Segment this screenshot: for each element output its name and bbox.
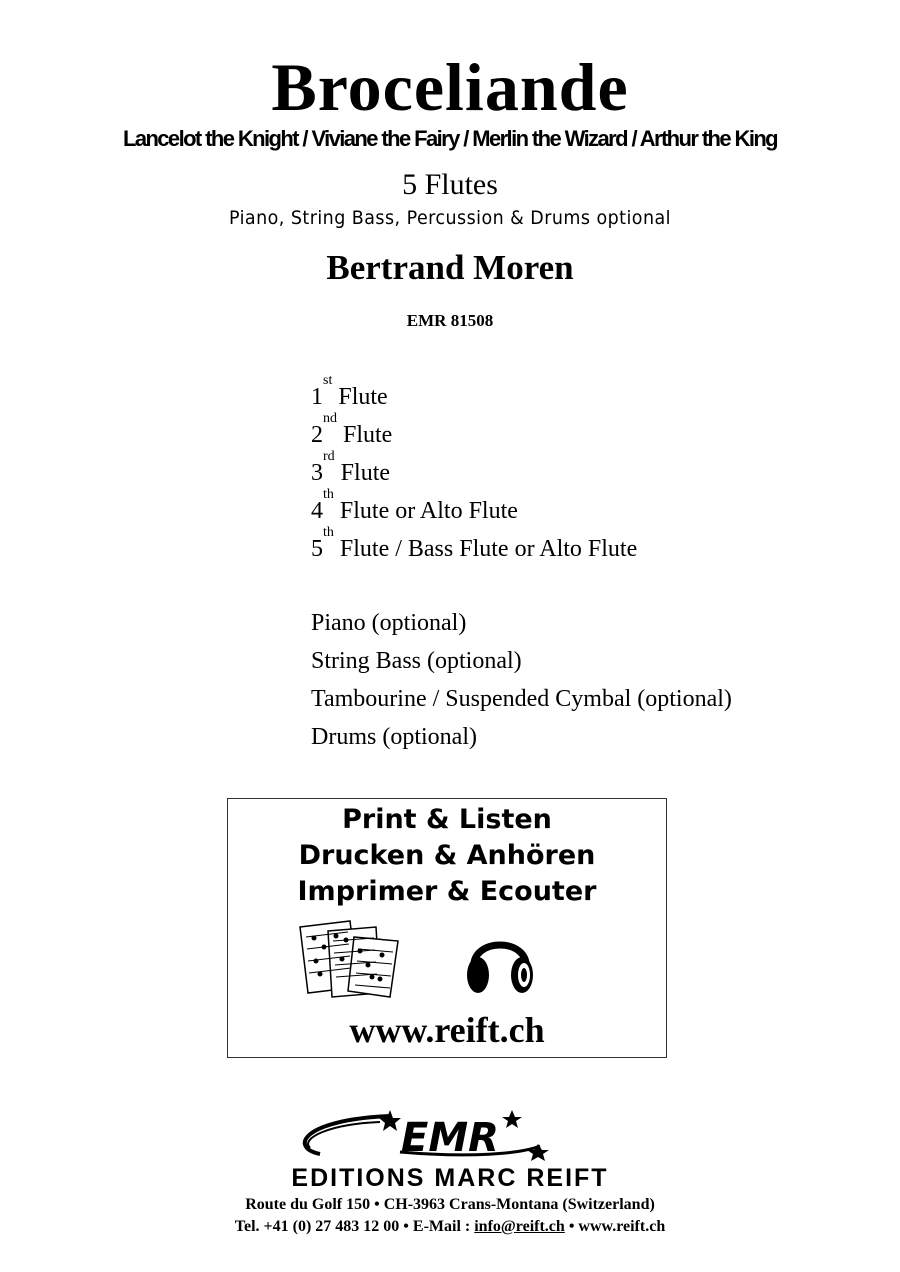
promo-url-link[interactable]: www.reift.ch bbox=[349, 1010, 545, 1050]
emr-logo bbox=[250, 1108, 650, 1168]
headphones-icon bbox=[464, 921, 536, 1001]
optional-part-item: Drums (optional) bbox=[311, 724, 477, 750]
instrumentation: 5 Flutes bbox=[402, 168, 498, 201]
optional-part-item: String Bass (optional) bbox=[311, 648, 522, 674]
page-title: Broceliande bbox=[271, 49, 629, 125]
contact-website: • www.reift.ch bbox=[564, 1218, 666, 1235]
promo-line-drucken: Drucken & Anhören bbox=[298, 840, 596, 871]
publisher-address: Route du Golf 150 • CH-3963 Crans-Montana (Switzerland) bbox=[245, 1196, 655, 1213]
part-item: 2nd Flute bbox=[311, 411, 393, 448]
print-listen-box bbox=[227, 798, 667, 1058]
email-link[interactable]: info@reift.ch bbox=[474, 1218, 565, 1235]
promo-line-imprimer: Imprimer & Ecouter bbox=[297, 876, 597, 907]
subtitle: Lancelot the Knight / Viviane the Fairy / Merlin the Wizard / Arthur the King bbox=[122, 126, 778, 151]
promo-line-print: Print & Listen bbox=[342, 804, 552, 835]
part-item: 4th Flute or Alto Flute bbox=[311, 487, 518, 524]
part-item: 1st Flute bbox=[311, 373, 388, 410]
sheet-music-icon bbox=[298, 919, 408, 999]
part-item: 3rd Flute bbox=[311, 449, 391, 486]
composer-name: Bertrand Moren bbox=[326, 248, 574, 287]
optional-instruments: Piano, String Bass, Percussion & Drums optional bbox=[228, 207, 672, 229]
part-item: 5th Flute / Bass Flute or Alto Flute bbox=[311, 525, 638, 562]
publisher-name: EDITIONS MARC REIFT bbox=[291, 1164, 609, 1192]
catalog-number: EMR 81508 bbox=[406, 311, 494, 330]
logo-text: EMR bbox=[401, 1115, 499, 1161]
parts-list bbox=[311, 373, 732, 756]
publisher-contact bbox=[0, 1218, 900, 1236]
optional-part-item: Piano (optional) bbox=[311, 610, 467, 636]
optional-part-item: Tambourine / Suspended Cymbal (optional) bbox=[311, 686, 732, 712]
contact-phone: Tel. +41 (0) 27 483 12 00 • E-Mail : bbox=[234, 1218, 475, 1235]
